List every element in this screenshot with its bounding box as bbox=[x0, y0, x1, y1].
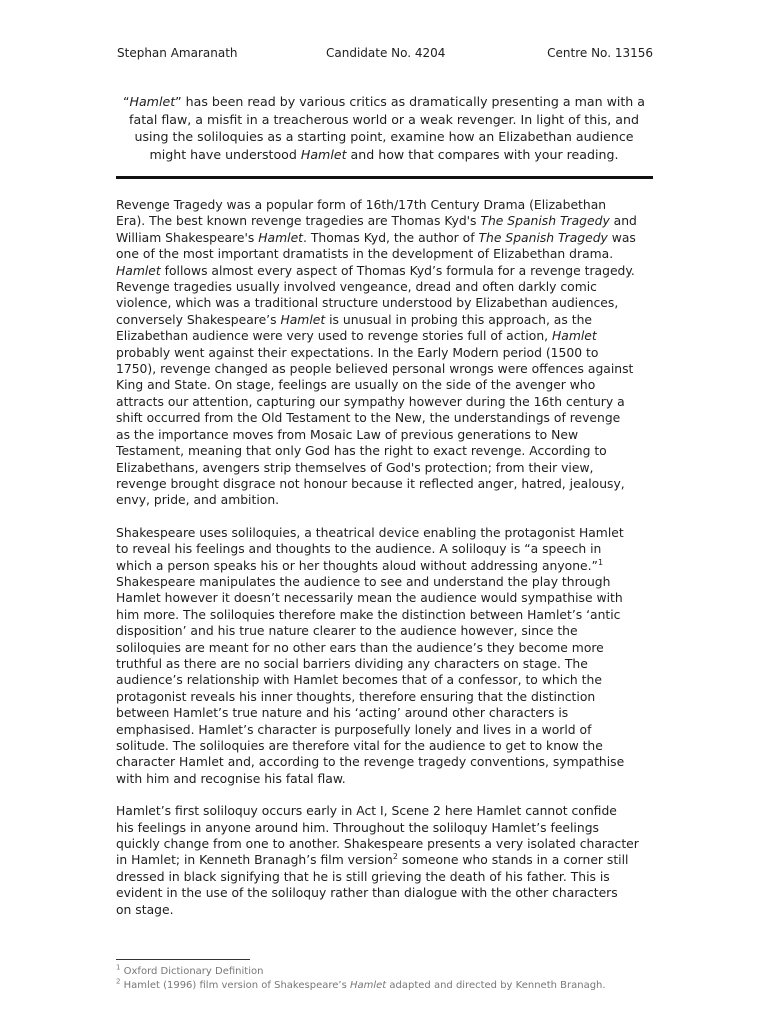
body-text: William Shakespeare's bbox=[116, 230, 259, 245]
footnote-2 bbox=[116, 979, 656, 993]
footnote-text: Oxford Dictionary Definition bbox=[120, 966, 264, 977]
work-title: Hamlet bbox=[349, 980, 387, 991]
footnote-divider bbox=[116, 959, 250, 960]
body-line: truthful as there are no social barriers dividing any characters on stage. The bbox=[116, 656, 588, 671]
footnote-number: 1 bbox=[116, 963, 121, 972]
body-line: envy, pride, and ambition. bbox=[116, 493, 280, 508]
body-text: in Hamlet; in Kenneth Branagh’s film version bbox=[116, 853, 393, 868]
body-text: Elizabethan audience were very used to revenge stories full of action, bbox=[116, 329, 552, 344]
body-line: quickly change from one to another. Shakespeare presents a very isolated character bbox=[116, 837, 639, 852]
body-line: Shakespeare uses soliloquies, a theatrical device enabling the protagonist Hamlet bbox=[116, 525, 624, 540]
footnote-number: 2 bbox=[116, 977, 121, 986]
body-line: with him and recognise his fatal flaw. bbox=[116, 771, 346, 786]
essay-question bbox=[113, 93, 655, 163]
body-text: follows almost every aspect of Thomas Kyd’s formula for a revenge tragedy. bbox=[160, 263, 635, 278]
question-line: fatal flaw, a misfit in a treacherous world or a weak revenger. In light of this, and bbox=[129, 111, 639, 127]
question-text: “ bbox=[122, 94, 130, 109]
body-text: . Thomas Kyd, the author of bbox=[303, 230, 479, 245]
question-line bbox=[113, 146, 655, 164]
body-line bbox=[116, 558, 656, 574]
footnote-text: Hamlet (1996) film version of Shakespeare’s bbox=[120, 980, 350, 991]
body-line: emphasised. Hamlet’s character is purposefully lonely and lives in a world of bbox=[116, 722, 592, 737]
body-line: evident in the use of the soliloquy rather than dialogue with the other characters bbox=[116, 886, 618, 901]
body-line: Elizabethans, avengers strip themselves of God's protection; from their view, bbox=[116, 460, 594, 475]
body-text: and bbox=[609, 214, 637, 229]
body-line bbox=[116, 230, 656, 246]
body-text: is unusual in probing this approach, as the bbox=[325, 312, 592, 327]
footnote-ref: 2 bbox=[392, 852, 398, 862]
body-line: revenge brought disgrace not honour because it reflected anger, hatred, jealousy, bbox=[116, 476, 625, 491]
question-title-italic: Hamlet bbox=[129, 94, 176, 109]
body-line: King and State. On stage, feelings are usually on the side of the avenger who bbox=[116, 378, 596, 393]
body-line: violence, which was a traditional structure understood by Elizabethan audiences, bbox=[116, 296, 619, 311]
body-line bbox=[116, 213, 656, 229]
candidate-number: Candidate No. 4204 bbox=[326, 46, 446, 60]
work-title: Hamlet bbox=[116, 263, 161, 278]
body-text: conversely Shakespeare’s bbox=[116, 312, 281, 327]
student-name: Stephan Amaranath bbox=[117, 46, 238, 60]
page-header bbox=[117, 46, 653, 62]
work-title: Hamlet bbox=[552, 329, 597, 344]
body-line: Hamlet however it doesn’t necessarily mean the audience would sympathise with bbox=[116, 591, 623, 606]
paragraph-soliloquies bbox=[116, 525, 656, 788]
question-text: and how that compares with your reading. bbox=[346, 146, 619, 162]
body-line: soliloquies are meant for no other ears than the audience’s they become more bbox=[116, 640, 604, 655]
question-line: using the soliloquies as a starting point, examine how an Elizabethan audience bbox=[134, 129, 634, 144]
work-title: Hamlet bbox=[258, 230, 303, 245]
body-line: disposition’ and his true nature clearer to the audience however, since the bbox=[116, 624, 578, 639]
work-title: The Spanish Tragedy bbox=[478, 230, 608, 245]
body-line bbox=[116, 328, 656, 344]
body-line: attracts our attention, capturing our sympathy however during the 16th century a bbox=[116, 394, 625, 409]
footnote-ref: 1 bbox=[597, 557, 604, 567]
essay-body bbox=[116, 197, 656, 934]
body-line: 1750), revenge changed as people believed personal wrongs were offences against bbox=[116, 362, 634, 377]
work-title: The Spanish Tragedy bbox=[480, 214, 610, 229]
paragraph-revenge-tragedy bbox=[116, 197, 656, 509]
footnote-1 bbox=[116, 965, 656, 979]
body-line: protagonist reveals his inner thoughts, therefore ensuring that the distinction bbox=[116, 689, 596, 704]
body-line: solitude. The soliloquies are therefore vital for the audience to get to know the bbox=[116, 739, 603, 753]
body-line: Testament, meaning that only God has the right to exact revenge. According to bbox=[116, 444, 607, 459]
heading-divider bbox=[116, 176, 653, 179]
centre-number: Centre No. 13156 bbox=[547, 46, 653, 60]
body-line bbox=[116, 852, 656, 868]
footnote-text: adapted and directed by Kenneth Branagh. bbox=[386, 980, 606, 991]
body-line bbox=[116, 263, 656, 279]
body-text: someone who stands in a corner still bbox=[397, 853, 629, 868]
body-line bbox=[116, 312, 656, 328]
body-line: Hamlet’s first soliloquy occurs early in Act I, Scene 2 here Hamlet cannot confide bbox=[116, 804, 617, 819]
body-line: audience’s relationship with Hamlet becomes that of a confessor, to which the bbox=[116, 673, 602, 688]
body-line: between Hamlet’s true nature and his ‘acting’ around other characters is bbox=[116, 706, 569, 721]
body-line: shift occurred from the Old Testament to the New, the understandings of revenge bbox=[116, 411, 621, 426]
body-line: him more. The soliloquies therefore make the distinction between Hamlet’s ‘antic bbox=[116, 607, 621, 622]
question-line bbox=[113, 93, 655, 111]
body-line: one of the most important dramatists in the development of Elizabethan drama. bbox=[116, 247, 614, 262]
footnotes bbox=[116, 965, 656, 993]
body-line: Revenge Tragedy was a popular form of 16th/17th Century Drama (Elizabethan bbox=[116, 198, 607, 212]
body-text: was bbox=[607, 230, 636, 245]
question-text: might have understood bbox=[149, 146, 301, 162]
body-line: Shakespeare manipulates the audience to see and understand the play through bbox=[116, 574, 611, 589]
body-line: character Hamlet and, according to the revenge tragedy conventions, sympathise bbox=[116, 755, 625, 770]
body-text: Era). The best known revenge tragedies are Thomas Kyd's bbox=[116, 214, 481, 229]
question-text: ” has been read by various critics as dramatically presenting a man with a bbox=[175, 94, 646, 109]
body-line: dressed in black signifying that he is still grieving the death of his father. This is bbox=[116, 869, 610, 884]
question-title-italic: Hamlet bbox=[300, 146, 347, 162]
body-text: which a person speaks his or her thoughts aloud without addressing anyone.” bbox=[116, 558, 598, 573]
body-line: to reveal his feelings and thoughts to the audience. A soliloquy is “a speech in bbox=[116, 542, 602, 557]
paragraph-first-soliloquy bbox=[116, 803, 656, 918]
body-line: probably went against their expectations. In the Early Modern period (1500 to bbox=[116, 345, 599, 360]
body-line: on stage. bbox=[116, 902, 174, 917]
work-title: Hamlet bbox=[280, 312, 326, 327]
body-line: his feelings in anyone around him. Throughout the soliloquy Hamlet’s feelings bbox=[116, 820, 599, 835]
body-line: Revenge tragedies usually involved vengeance, dread and often darkly comic bbox=[116, 280, 597, 295]
body-line: as the importance moves from Mosaic Law of previous generations to New bbox=[116, 427, 579, 442]
